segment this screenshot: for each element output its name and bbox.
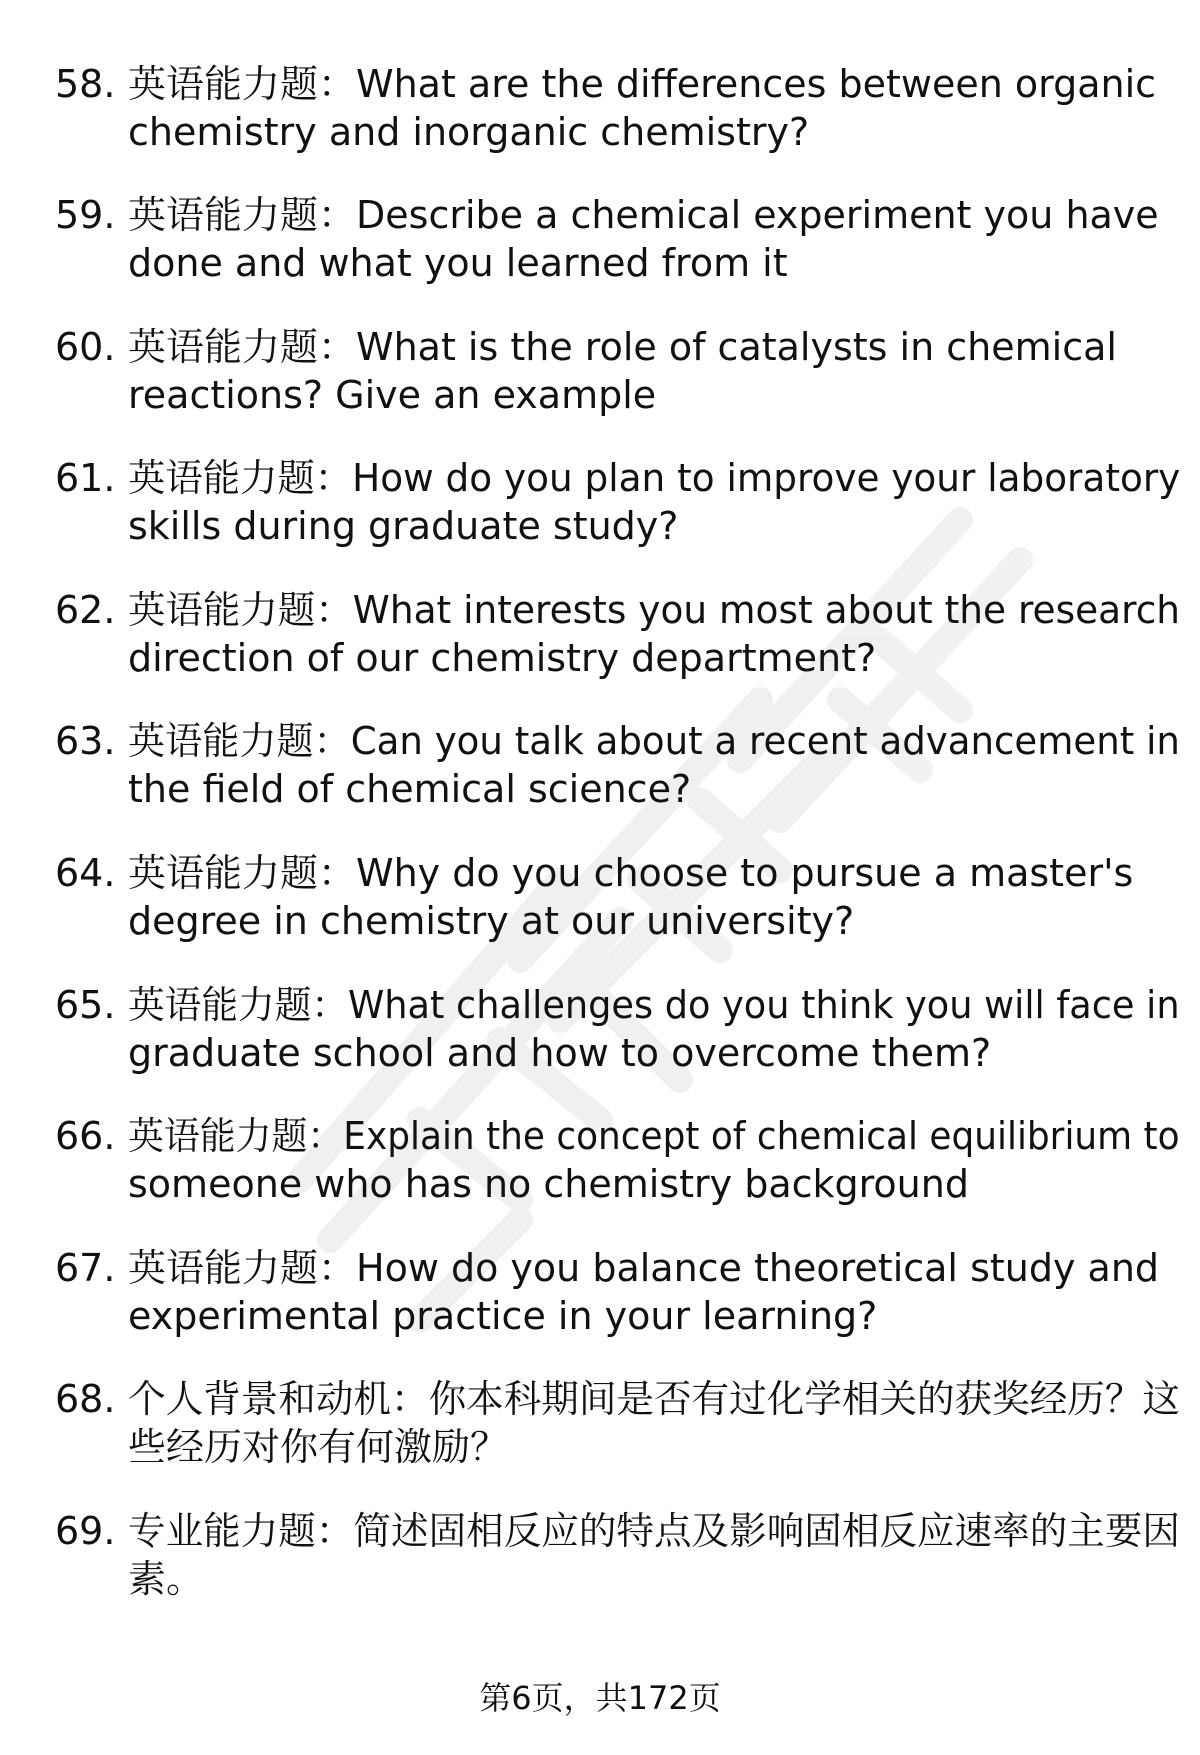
question-number: 64. [55, 851, 116, 895]
question-text-line: someone who has no chemistry background [128, 1162, 969, 1206]
question-text-line: 英语能力题：Describe a chemical experiment you have [128, 193, 1159, 237]
question-number: 59. [55, 193, 116, 237]
question-text-line: 英语能力题：What interests you most about the research [128, 588, 1181, 632]
question-number: 60. [55, 325, 116, 369]
question-text-line: experimental practice in your learning? [128, 1294, 878, 1338]
question-text-line: done and what you learned from it [128, 241, 788, 285]
question-text-line: skills during graduate study? [128, 504, 679, 548]
question-text-line: 素。 [128, 1557, 205, 1601]
question-text-line: 个人背景和动机：你本科期间是否有过化学相关的获奖经历？这 [128, 1377, 1180, 1421]
question-number: 58. [55, 62, 116, 106]
question-text-line: 英语能力题：Why do you choose to pursue a master's [128, 851, 1134, 895]
question-text-line: 些经历对你有何激励？ [128, 1425, 509, 1469]
question-text-line: the field of chemical science? [128, 767, 692, 811]
question-number: 66. [55, 1114, 116, 1158]
question-number: 61. [55, 456, 116, 500]
question-text-line: 英语能力题：What is the role of catalysts in chemical [128, 325, 1117, 369]
question-text-line: 英语能力题：What challenges do you think you will face in [128, 983, 1180, 1027]
question-number: 67. [55, 1246, 116, 1290]
question-text-line: 英语能力题：Can you talk about a recent advancement in [128, 719, 1180, 763]
question-text-line: 英语能力题：What are the differences between organic [128, 62, 1157, 106]
question-text-line: 专业能力题：简述固相反应的特点及影响固相反应速率的主要因 [128, 1509, 1180, 1553]
question-number: 62. [55, 588, 116, 632]
question-number: 63. [55, 719, 116, 763]
question-text-line: chemistry and inorganic chemistry? [128, 110, 810, 154]
question-number: 68. [55, 1377, 116, 1421]
page-number-footer: 第6页，共172页 [479, 1679, 721, 1717]
question-number: 69. [55, 1509, 116, 1553]
question-text-line: direction of our chemistry department? [128, 636, 877, 680]
question-text-line: 英语能力题：How do you plan to improve your laboratory [128, 456, 1181, 500]
question-text-line: 英语能力题：How do you balance theoretical study and [128, 1246, 1160, 1290]
question-number: 65. [55, 983, 116, 1027]
question-text-line: 英语能力题：Explain the concept of chemical equilibrium to [128, 1114, 1180, 1158]
question-text-line: degree in chemistry at our university? [128, 899, 855, 943]
question-text-line: reactions? Give an example [128, 373, 657, 417]
question-text-line: graduate school and how to overcome them? [128, 1031, 992, 1075]
